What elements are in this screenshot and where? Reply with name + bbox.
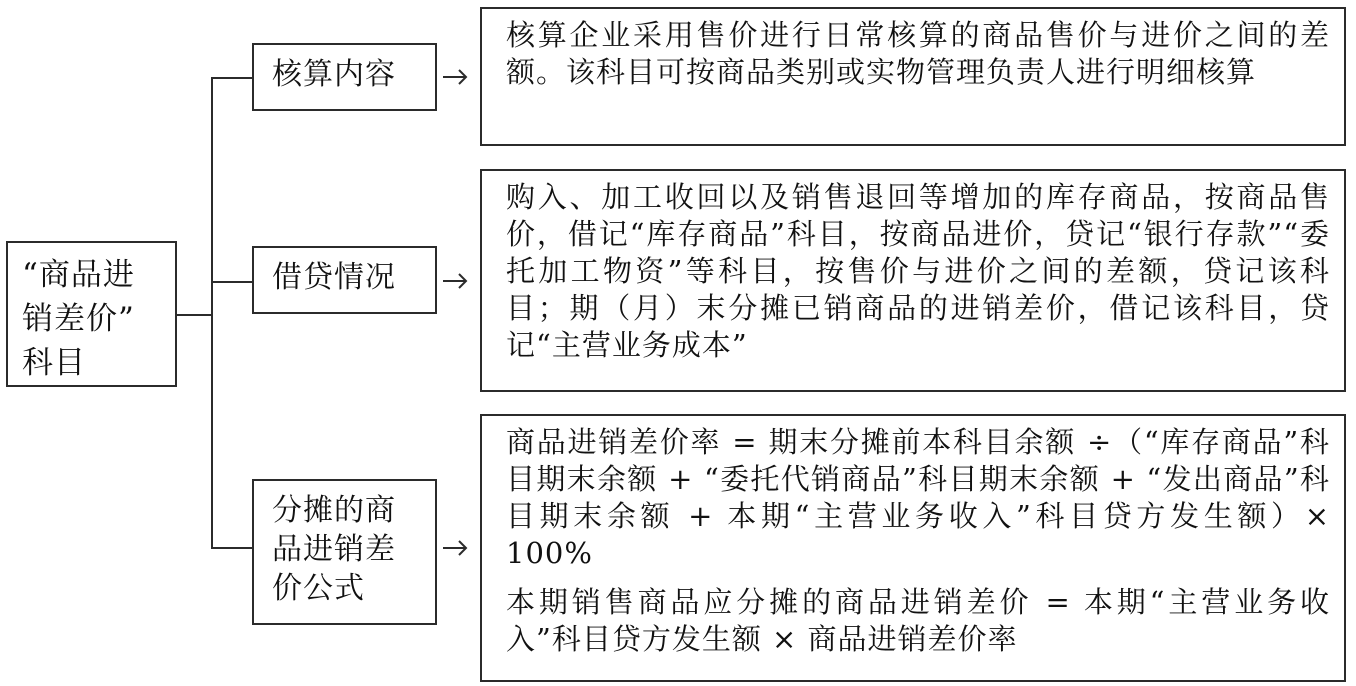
root-node — [6, 241, 177, 387]
branch-connector-debit-credit — [211, 281, 252, 283]
branch-description-text-content: 核算企业采用售价进行日常核算的商品售价与进价之间的差额。该科目可按商品类别或实物管理负责人进行明细核算 — [506, 18, 1330, 89]
branch-description-formula — [480, 414, 1346, 682]
branch-label-content: 核算内容 — [272, 57, 396, 92]
branch-label-formula: 分摊的商 品进销差 价公式 — [272, 493, 396, 606]
branch-connector-content — [211, 77, 252, 79]
root-label: “商品进 销差价” 科目 — [22, 257, 135, 381]
formula-line-1: 商品进销差价率 = 期末分摊前本科目余额 ÷（“库存商品”科目期末余额 + “委托代销商品”科目期末余额 + “发出商品”科目期末余额 + 本期“主营业务收入”科目贷方发生额）× 100% — [506, 425, 1330, 570]
arrow-icon — [441, 271, 475, 291]
branch-description-text-debit-credit: 购入、加工收回以及销售退回等增加的库存商品，按商品售价，借记“库存商品”科目，按商品进价，贷记“银行存款”“委托加工物资”等科目，按售价与进价之间的差额，贷记该科目；期（月）末分摊已销商品的进销差价，借记该科目，贷记“主营业务成本” — [506, 180, 1330, 362]
branch-connector-formula — [211, 547, 252, 549]
branch-node-formula — [252, 479, 437, 625]
arrow-icon — [441, 67, 475, 87]
root-connector — [177, 314, 212, 316]
branch-node-debit-credit — [252, 246, 437, 314]
branch-node-content — [252, 43, 437, 111]
formula-line-2: 本期销售商品应分摊的商品进销差价 = 本期“主营业务收入”科目贷方发生额 × 商品进销差价率 — [506, 585, 1330, 656]
branch-description-debit-credit — [480, 169, 1346, 392]
branch-description-content — [480, 7, 1346, 146]
branch-label-debit-credit: 借贷情况 — [272, 260, 396, 295]
arrow-icon — [441, 538, 475, 558]
trunk-line — [211, 77, 213, 548]
